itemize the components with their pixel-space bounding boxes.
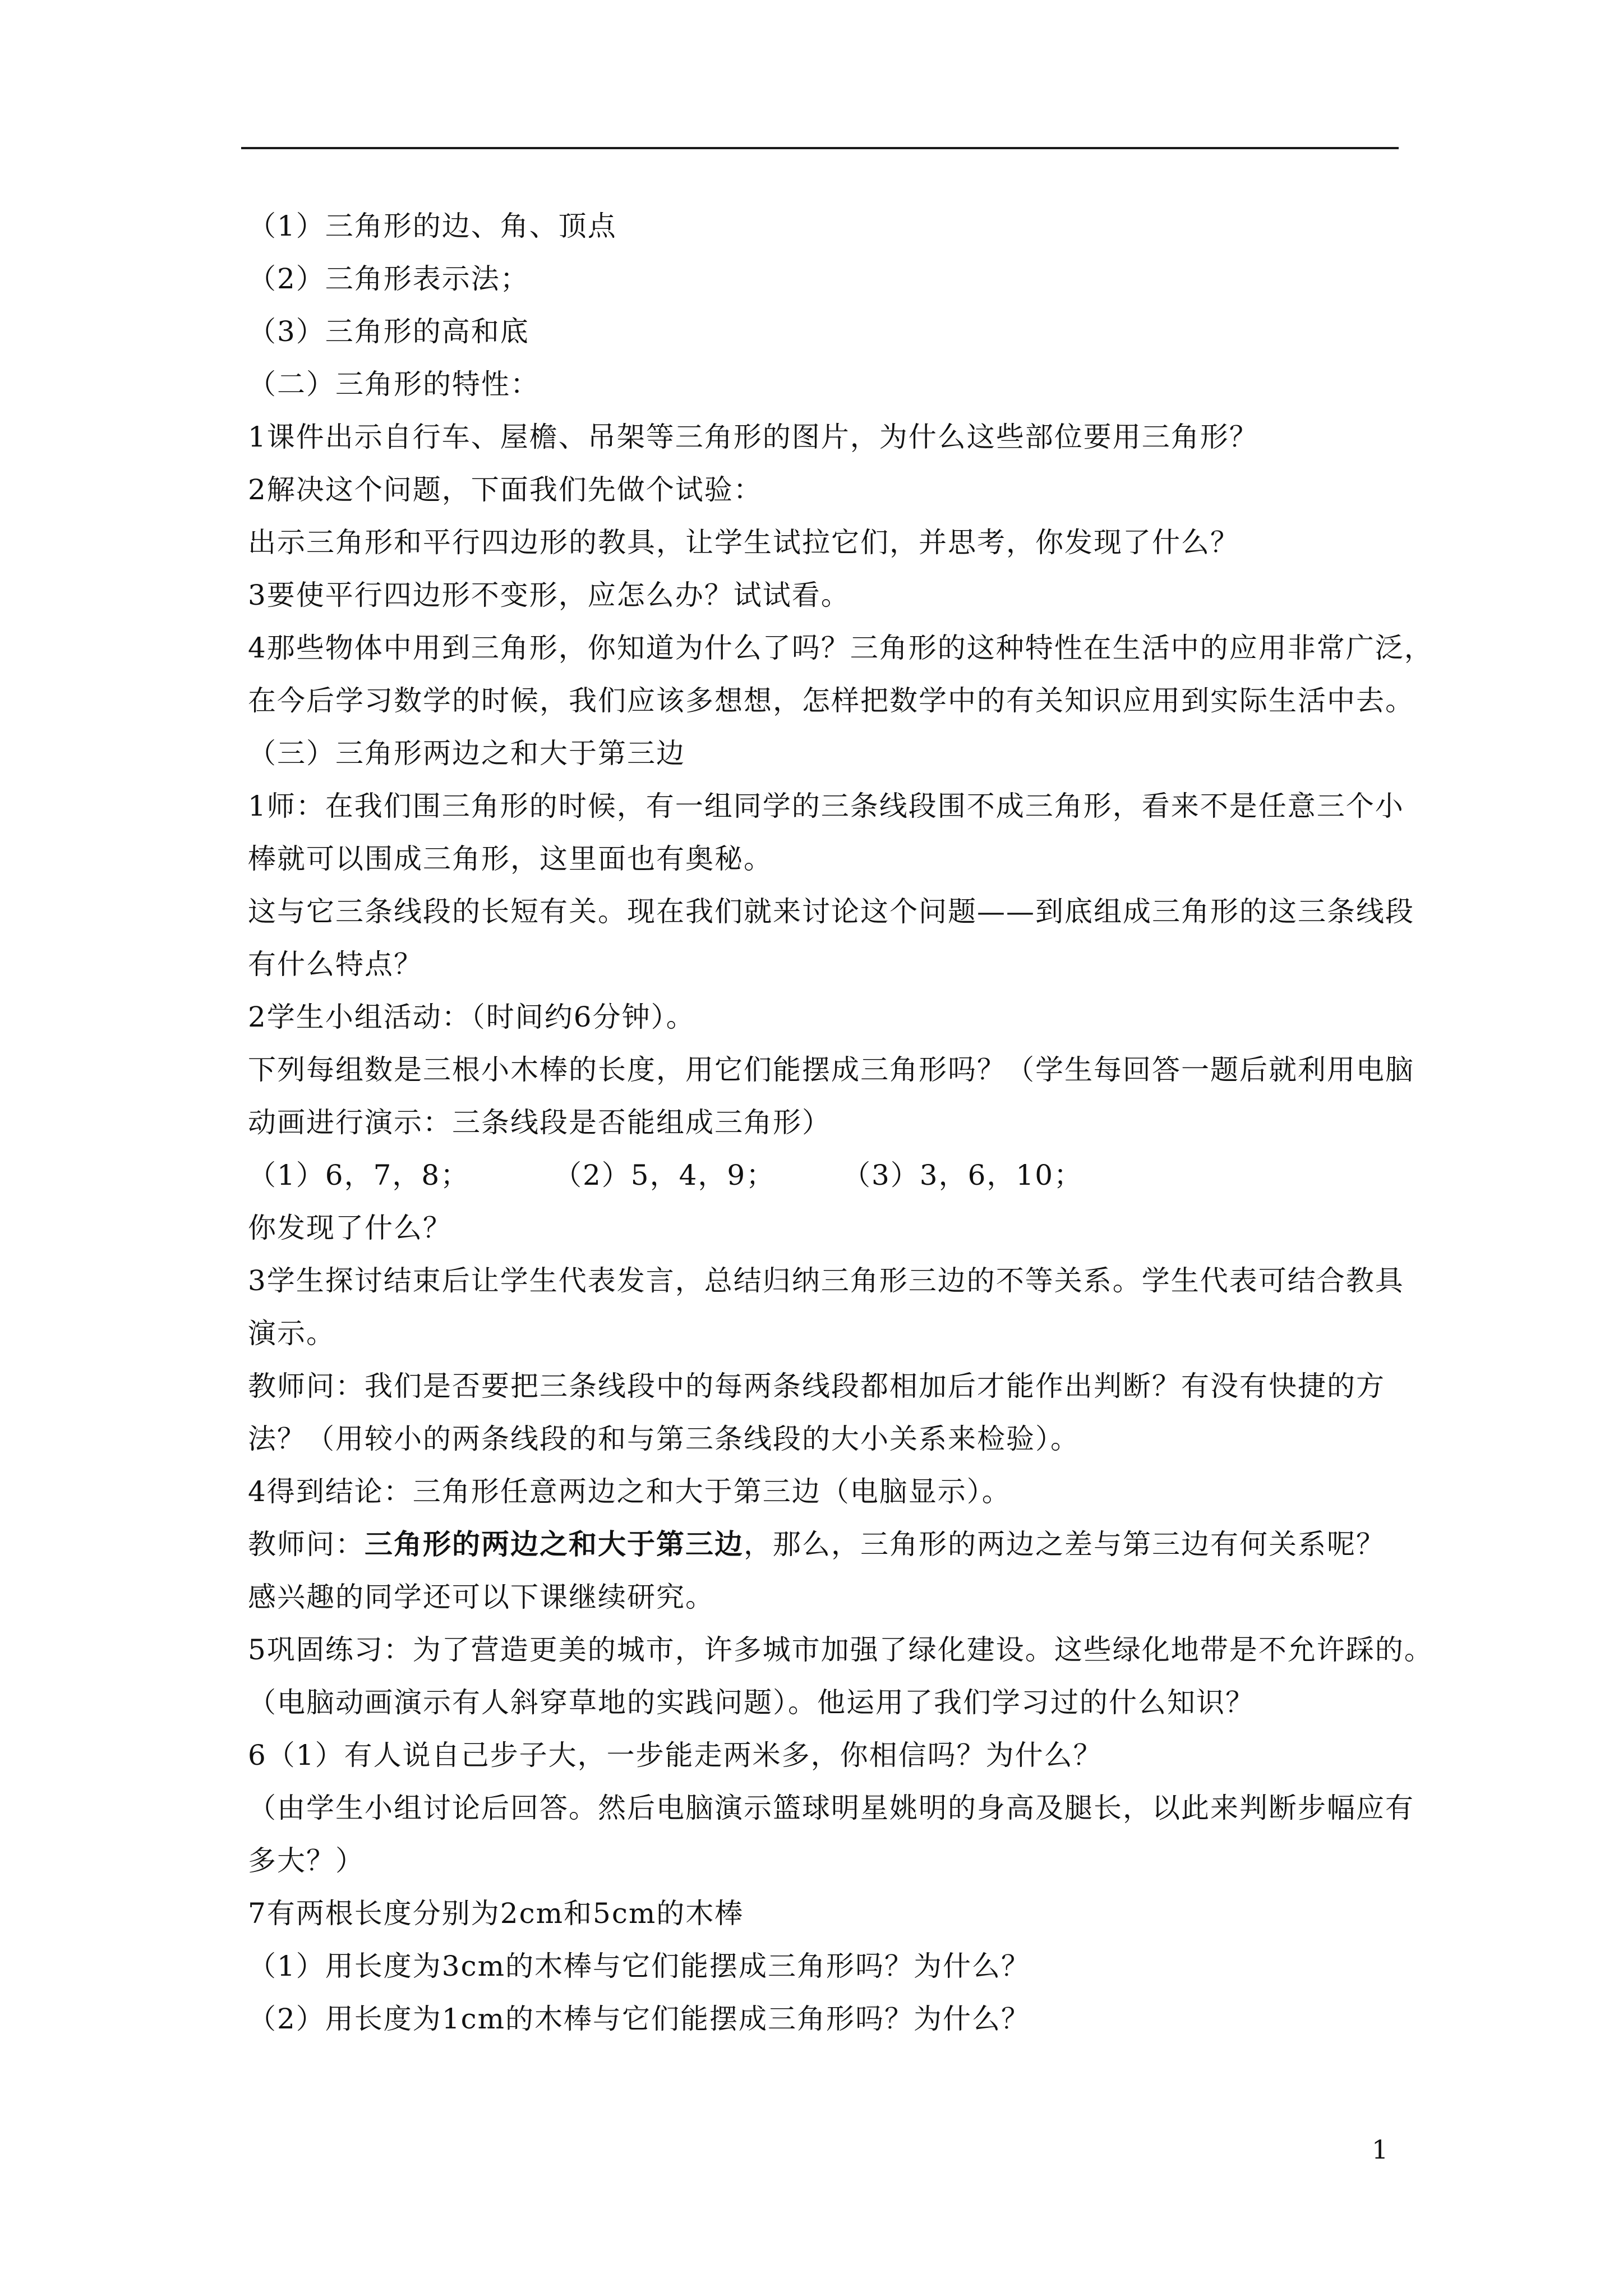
text-line: （由学生小组讨论后回答。然后电脑演示篮球明星姚明的身高及腿长，以此来判断步幅应有 bbox=[248, 1792, 1414, 1824]
bold-conclusion: 三角形的两边之和大于第三边 bbox=[365, 1527, 744, 1561]
text-line: （电脑动画演示有人斜穿草地的实践问题）。他运用了我们学习过的什么知识？ bbox=[248, 1686, 1255, 1719]
text-line: （2）用长度为1cm的木棒与它们能摆成三角形吗？为什么？ bbox=[248, 2003, 1031, 2035]
text-line: （3）三角形的高和底 bbox=[248, 315, 529, 348]
text-line: 4那些物体中用到三角形，你知道为什么了吗？三角形的这种特性在生活中的应用非常广泛， bbox=[248, 632, 1433, 664]
number-groups-row bbox=[248, 1149, 1403, 1202]
text-line: 2学生小组活动：（时间约6分钟）。 bbox=[248, 1001, 695, 1033]
group-3: （3）3，6，10； bbox=[842, 1159, 1083, 1191]
section-heading: （二）三角形的特性： bbox=[248, 368, 540, 401]
text-line: 演示。 bbox=[248, 1317, 335, 1350]
text-line: 动画进行演示：三条线段是否能组成三角形） bbox=[248, 1106, 831, 1139]
text-line: 这与它三条线段的长短有关。现在我们就来讨论这个问题——到底组成三角形的这三条线段 bbox=[248, 895, 1414, 928]
text-line: 教师问：我们是否要把三条线段中的每两条线段都相加后才能作出判断？有没有快捷的方 bbox=[248, 1370, 1385, 1402]
teacher-prefix: 教师问： bbox=[248, 1528, 365, 1561]
teacher-suffix: ，那么，三角形的两边之差与第三边有何关系呢？ bbox=[744, 1528, 1385, 1561]
text-line: 出示三角形和平行四边形的教具，让学生试拉它们，并思考，你发现了什么？ bbox=[248, 526, 1239, 559]
text-line: 感兴趣的同学还可以下课继续研究。 bbox=[248, 1581, 714, 1613]
text-line: 6（1）有人说自己步子大，一步能走两米多，你相信吗？为什么？ bbox=[248, 1739, 1103, 1772]
group-2: （2）5，4，9； bbox=[554, 1159, 776, 1191]
document-body bbox=[248, 200, 1433, 2045]
section-heading: （三）三角形两边之和大于第三边 bbox=[248, 737, 685, 770]
text-line: 下列每组数是三根小木棒的长度，用它们能摆成三角形吗？（学生每回答一题后就利用电脑 bbox=[248, 1053, 1414, 1086]
text-line: （2）三角形表示法； bbox=[248, 263, 529, 295]
group-1: （1）6，7，8； bbox=[248, 1159, 470, 1191]
text-line: 3学生探讨结束后让学生代表发言，总结归纳三角形三边的不等关系。学生代表可结合教具 bbox=[248, 1264, 1404, 1297]
teacher-question-line bbox=[248, 1518, 1403, 1571]
text-line: 法？（用较小的两条线段的和与第三条线段的大小关系来检验）。 bbox=[248, 1423, 1080, 1455]
text-line: 4得到结论：三角形任意两边之和大于第三边（电脑显示）。 bbox=[248, 1475, 1011, 1508]
text-line: 在今后学习数学的时候，我们应该多想想，怎样把数学中的有关知识应用到实际生活中去。 bbox=[248, 684, 1414, 717]
header-rule bbox=[241, 147, 1399, 149]
text-line: 棒就可以围成三角形，这里面也有奥秘。 bbox=[248, 843, 773, 875]
text-line: 1师：在我们围三角形的时候，有一组同学的三条线段围不成三角形，看来不是任意三个小 bbox=[248, 790, 1404, 822]
text-line: 你发现了什么？ bbox=[248, 1212, 452, 1244]
text-line: 5巩固练习：为了营造更美的城市，许多城市加强了绿化建设。这些绿化地带是不允许踩的。 bbox=[248, 1634, 1433, 1666]
text-line: 1课件出示自行车、屋檐、吊架等三角形的图片，为什么这些部位要用三角形？ bbox=[248, 421, 1258, 453]
text-line: 有什么特点？ bbox=[248, 948, 423, 981]
text-line: （1）用长度为3cm的木棒与它们能摆成三角形吗？为什么？ bbox=[248, 1950, 1031, 1982]
page-number: 1 bbox=[1372, 2134, 1389, 2165]
text-line: 3要使平行四边形不变形，应怎么办？试试看。 bbox=[248, 579, 850, 611]
text-line: 7有两根长度分别为2cm和5cm的木棒 bbox=[248, 1897, 744, 1930]
text-line: （1）三角形的边、角、顶点 bbox=[248, 210, 617, 242]
text-line: 多大？） bbox=[248, 1844, 365, 1877]
text-line: 2解决这个问题，下面我们先做个试验： bbox=[248, 473, 763, 506]
